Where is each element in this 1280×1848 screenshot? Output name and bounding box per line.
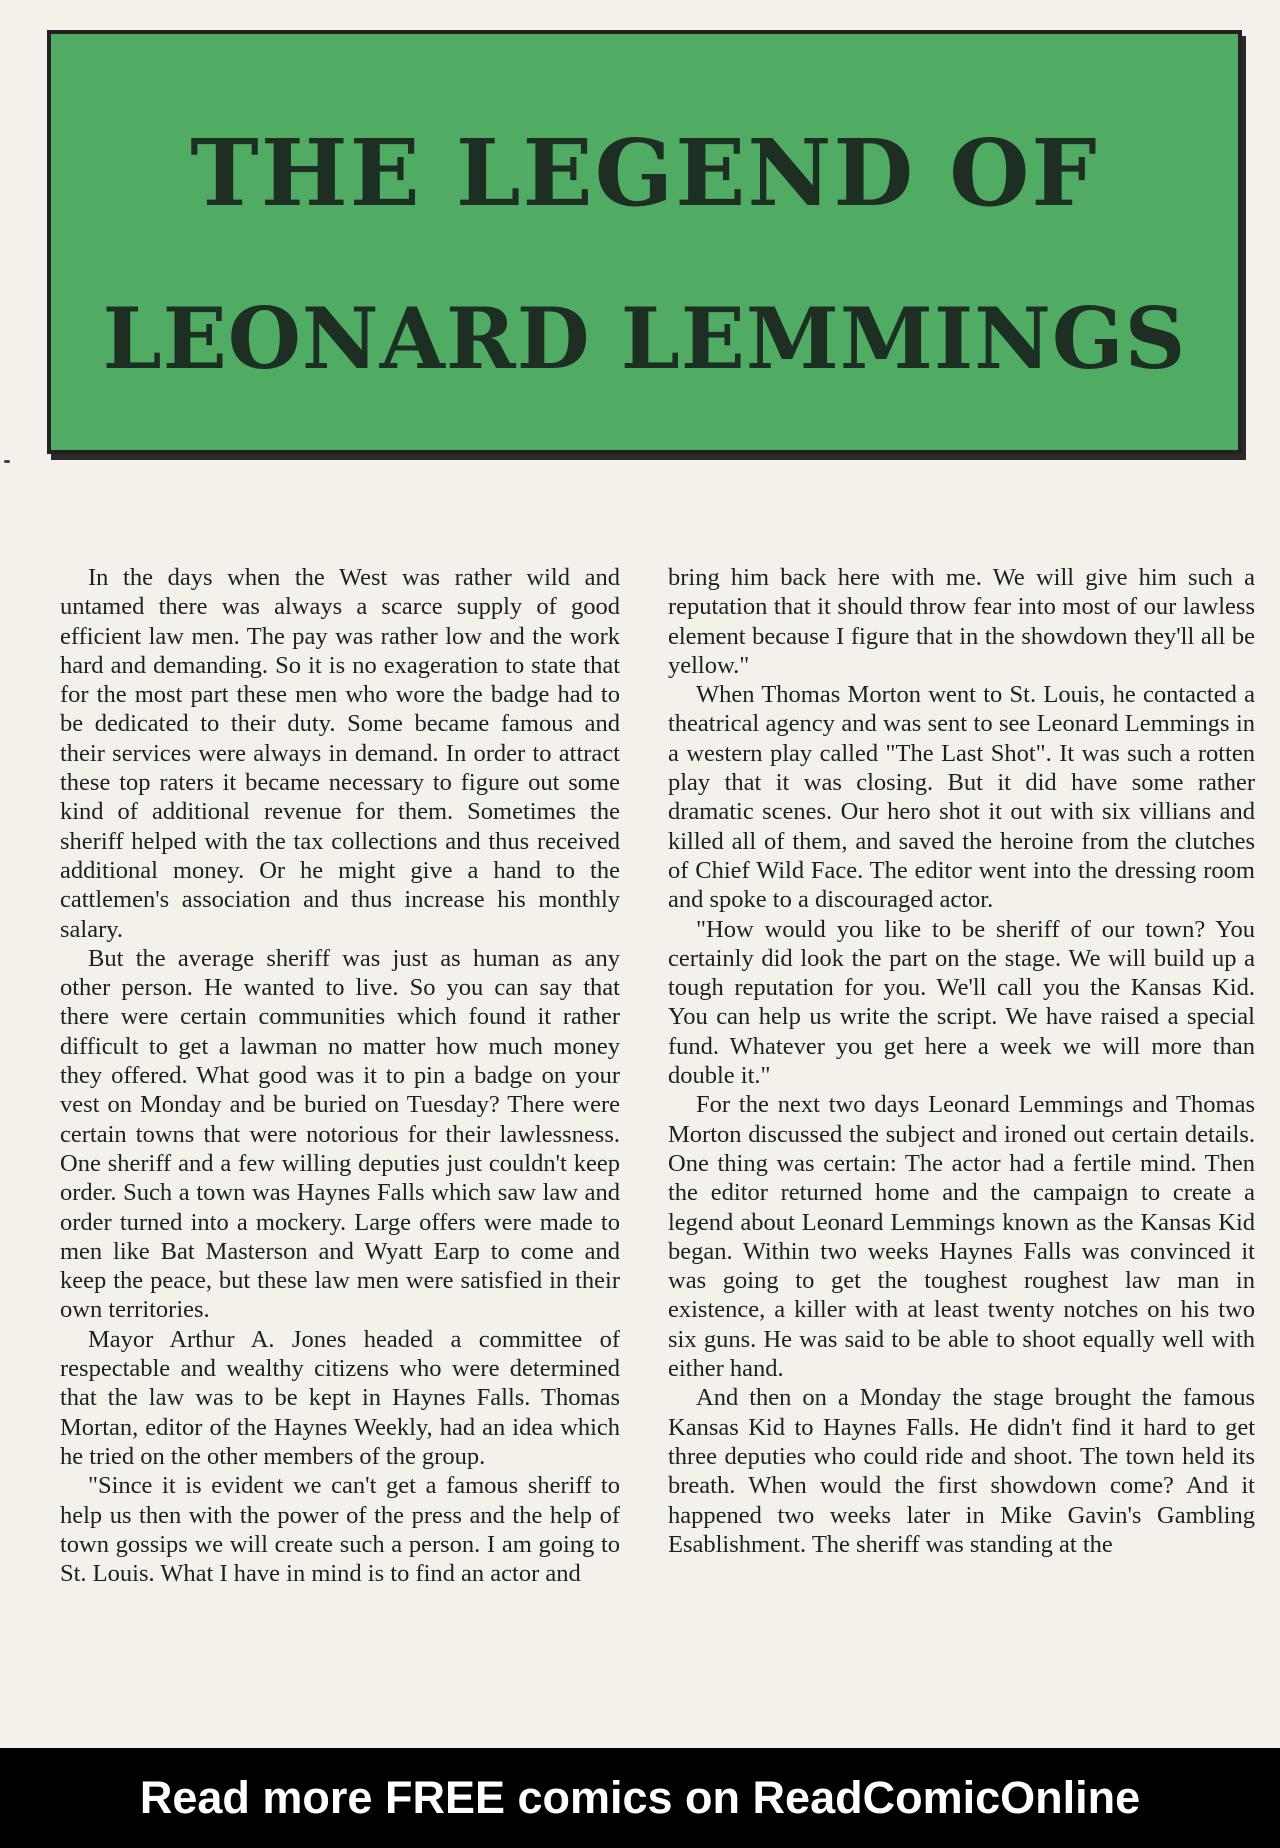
paragraph: Mayor Arthur A. Jones headed a committee of respectable and wealthy citizens who were determined that the law was to be kept in Haynes Falls. Thomas Mortan, editor of the Haynes Weekly, had an idea which he tried on the other members of the group.: [60, 1325, 620, 1470]
paragraph: bring him back here with me. We will give him such a reputation that it should throw fear into most of our lawless element because I figure that in the showdown they'll all be yellow.": [668, 564, 1255, 679]
promo-banner-text[interactable]: Read more FREE comics on ReadComicOnline: [139, 1772, 1141, 1823]
title-line-1: THE LEGEND OF: [190, 119, 1099, 227]
print-speck: [4, 460, 10, 463]
title-line-2: LEONARD LEMMINGS: [102, 289, 1187, 388]
paragraph: When Thomas Morton went to St. Louis, he contacted a theatrical agency and was sent to see Leonard Lemmings in a western play called "The Last Shot". It was such a rotten play that it was closing. But it did have some rather dramatic scenes. Our hero shot it out with six villians and killed all of them, and saved the heroine from the clutches of Chief Wild Face. The editor went into the dressing room and spoke to a discouraged actor.: [668, 681, 1255, 914]
article-column-right: [668, 563, 1255, 1559]
paragraph: "Since it is evident we can't get a famous sheriff to help us then with the power of the press and the help of town gossips we will create such a person. I am going to St. Louis. What I have in mind is to find an actor and: [60, 1472, 620, 1588]
paragraph: But the average sheriff was just as human as any other person. He wanted to live. So you can say that there were certain communities which found it rather difficult to get a lawman no matter how much money they offered. What good was it to pin a badge on your vest on Monday and be buried on Tuesday? There were certain towns that were notorious for their lawlessness. One sheriff and a few willing deputies just couldn't keep order. Such a town was Haynes Falls which saw law and order turned into a mockery. Large offers were made to men like Bat Masterson and Wyatt Earp to come and keep the peace, but these law men were satisfied in their own territories.: [60, 944, 620, 1324]
paragraph: And then on a Monday the stage brought the famous Kansas Kid to Haynes Falls. He didn't find it hard to get three deputies who could ride and shoot. The town held its breath. When would the first showdown come? And it happened two weeks later in Mike Gavin's Gambling Esablishment. The sheriff was standing at the: [668, 1384, 1255, 1558]
paragraph: In the days when the West was rather wild and untamed there was always a scarce supply of good efficient law men. The pay was rather low and the work hard and demanding. So it is no exageration to state that for the most part these men who wore the badge had to be dedicated to their duty. Some became famous and their services were always in demand. In order to attract these top raters it became necessary to figure out some kind of additional revenue for them. Sometimes the sheriff helped with the tax collections and thus received additional money. Or he might give a hand to the cattlemen's association and thus increase his monthly salary.: [60, 564, 620, 943]
article-column-left: [60, 563, 620, 1588]
paragraph: "How would you like to be sheriff of our town? You certainly did look the part on the stage. We will build up a tough reputation for you. We'll call you the Kansas Kid. You can help us write the script. We have raised a special fund. Whatever you get here a week we will more than double it.": [668, 915, 1255, 1090]
title-panel: [47, 30, 1242, 454]
paragraph: For the next two days Leonard Lemmings and Thomas Morton discussed the subject and ironed out certain details. One thing was certain: The actor had a fertile mind. Then the editor returned home and the campaign to create a legend about Leonard Lemmings known as the Kansas Kid began. Within two weeks Haynes Falls was convinced it was going to get the toughest roughest law man in existence, a killer with at least twenty notches on his two six guns. He was said to be able to shoot equally well with either hand.: [668, 1091, 1255, 1383]
promo-banner[interactable]: [0, 1748, 1280, 1848]
